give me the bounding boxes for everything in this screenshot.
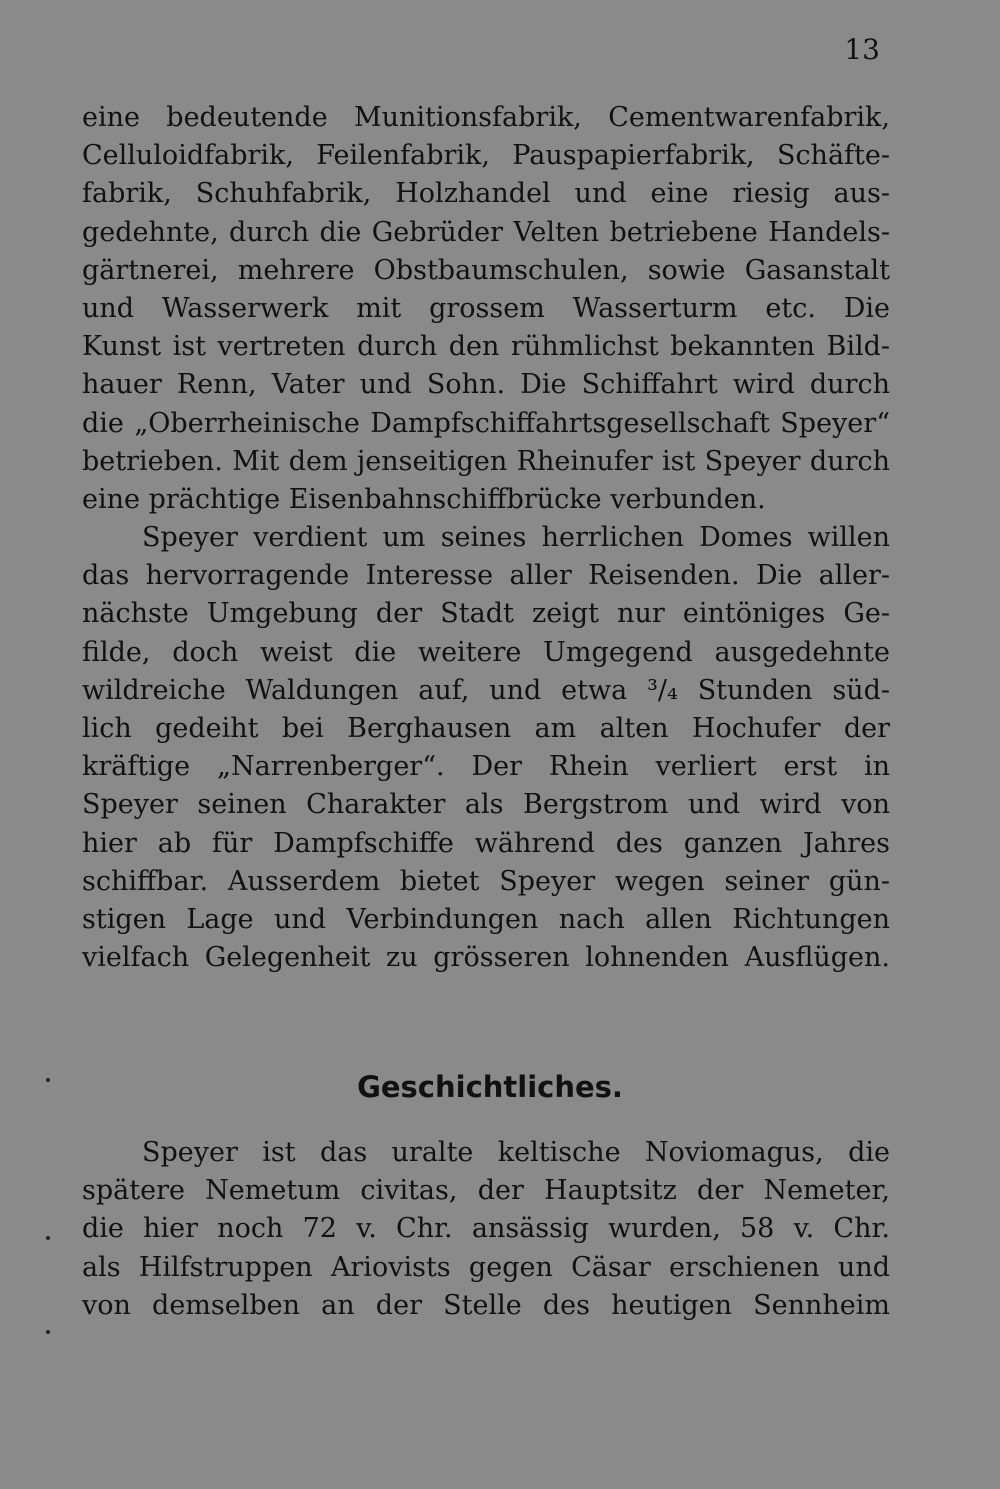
main-text-bottom — [82, 1134, 890, 1325]
section-heading: Geschichtliches. — [357, 1070, 623, 1104]
text-line: Speyer ist das uralte keltische Noviomagus, die — [142, 1137, 890, 1168]
text-line: gärtnerei, mehrere Obstbaumschulen, sowie Gasanstalt — [82, 254, 890, 286]
text-line: gedehnte, durch die Gebrüder Velten betriebene Handels- — [82, 216, 890, 248]
text-line: hauer Renn, Vater und Sohn. Die Schiffahrt wird durch — [82, 369, 890, 401]
main-text-top — [82, 99, 890, 977]
scan-speck — [46, 1236, 50, 1240]
page-number: 13 — [844, 33, 880, 66]
text-line: das hervorragende Interesse aller Reisenden. Die aller- — [82, 560, 890, 592]
text-line: die „Oberrheinische Dampfschiffahrtsgesellschaft Speyer“ — [82, 407, 890, 439]
text-line: Celluloidfabrik, Feilenfabrik, Pauspapierfabrik, Schäfte- — [82, 140, 890, 172]
scan-speck — [46, 1078, 50, 1082]
scan-speck — [46, 1330, 50, 1334]
text-line: fabrik, Schuhfabrik, Holzhandel und eine riesig aus- — [82, 178, 890, 210]
text-line: Kunst ist vertreten durch den rühmlichst bekannten Bild- — [82, 331, 890, 363]
text-line: von demselben an der Stelle des heutigen Sennheim — [82, 1289, 890, 1321]
text-line: Speyer verdient um seines herrlichen Domes willen — [142, 522, 890, 554]
paragraph-surroundings — [82, 519, 890, 977]
text-line: filde, doch weist die weitere Umgegend ausgedehnte — [82, 636, 890, 668]
text-line: nächste Umgebung der Stadt zeigt nur eintöniges Ge- — [82, 598, 890, 630]
text-line: hier ab für Dampfschiffe während des ganzen Jahres — [82, 827, 890, 859]
text-line: eine bedeutende Munitionsfabrik, Cementwarenfabrik, — [82, 102, 890, 133]
text-line: als Hilfstruppen Ariovists gegen Cäsar erschienen und — [82, 1251, 890, 1283]
text-line: lich gedeiht bei Berghausen am alten Hochufer der — [82, 713, 890, 744]
text-line: eine prächtige Eisenbahnschiffbrücke verbunden. — [82, 483, 766, 515]
text-line: spätere Nemetum civitas, der Hauptsitz der Nemeter, — [82, 1175, 890, 1207]
paragraph-industry — [82, 99, 890, 519]
text-line: vielfach Gelegenheit zu grösseren lohnenden Ausflügen. — [82, 942, 890, 974]
text-line: betrieben. Mit dem jenseitigen Rheinufer ist Speyer durch — [82, 445, 890, 477]
text-line: schiffbar. Ausserdem bietet Speyer wegen seiner gün- — [82, 865, 890, 897]
text-line: wildreiche Waldungen auf, und etwa ³/₄ Stunden süd- — [82, 674, 890, 706]
text-line: kräftige „Narrenberger“. Der Rhein verliert erst in — [82, 751, 890, 783]
text-line: die hier noch 72 v. Chr. ansässig wurden, 58 v. Chr. — [82, 1213, 890, 1245]
text-line: stigen Lage und Verbindungen nach allen Richtungen — [82, 903, 890, 935]
paragraph-history — [82, 1134, 890, 1325]
text-line: und Wasserwerk mit grossem Wasserturm etc. Die — [82, 292, 890, 324]
text-line: Speyer seinen Charakter als Bergstrom und wird von — [82, 789, 890, 821]
